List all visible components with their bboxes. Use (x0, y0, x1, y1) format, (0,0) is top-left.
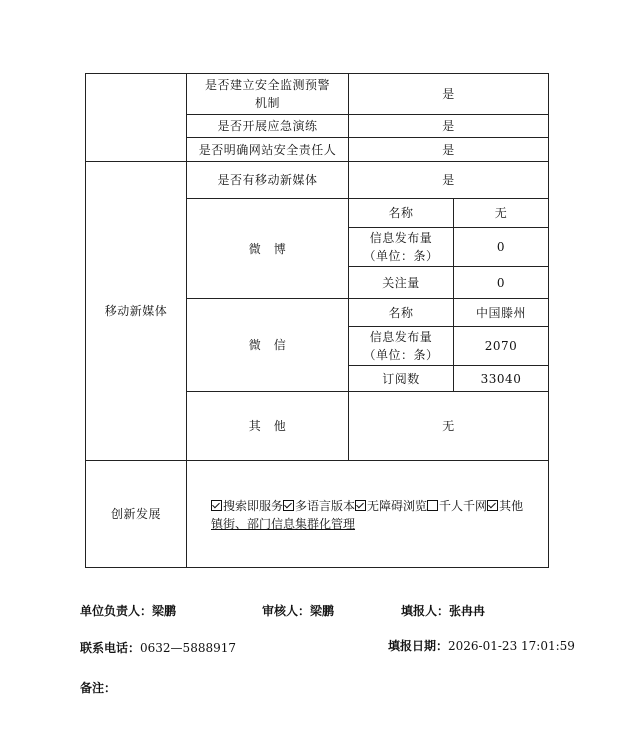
reviewer-label: 审核人： (262, 604, 311, 618)
checkbox-checked-icon[interactable] (211, 500, 222, 511)
phone-value: 0632—5888917 (140, 641, 236, 655)
drill-value: 是 (442, 119, 455, 133)
weibo-followers-label: 关注量 (382, 275, 420, 290)
weibo-name-value: 无 (494, 206, 508, 220)
wechat-posts-label-line2: （单位：条） (363, 348, 439, 362)
reviewer (262, 602, 334, 619)
media-section-label: 移动新媒体 (104, 304, 168, 318)
table-border-right (548, 73, 549, 568)
unit-head-value: 梁鹏 (152, 604, 177, 618)
option-label: 其他 (499, 499, 524, 513)
innovation-note: 镇街、部门信息集群化管理 (211, 517, 356, 531)
weibo-posts-label-line1: 信息发布量 (369, 231, 433, 245)
responsible-label: 是否明确网站安全责任人 (198, 142, 337, 157)
weibo-name-label: 名称 (388, 206, 414, 220)
checkbox-checked-icon[interactable] (487, 500, 498, 511)
filler-label: 填报人： (401, 604, 450, 618)
weibo-posts-label (349, 228, 453, 266)
reviewer-value: 梁鹏 (310, 604, 335, 618)
weibo-posts-label-line2: （单位：条） (363, 249, 439, 263)
table-border-bottom (85, 567, 549, 568)
fill-date-value: 2026-01-23 17:01:59 (448, 639, 575, 653)
has-media-value: 是 (442, 173, 455, 187)
fill-date-label: 填报日期： (388, 639, 449, 653)
wechat-subs-value: 33040 (480, 371, 522, 386)
option-label: 无障碍浏览 (367, 499, 428, 513)
monitor-label (187, 74, 348, 114)
wechat-posts-label (349, 327, 453, 365)
option-search-service[interactable] (211, 499, 283, 513)
filler (401, 602, 485, 619)
weibo-label: 微 博 (248, 241, 287, 256)
fill-date (388, 637, 575, 654)
option-personalized[interactable] (427, 499, 487, 513)
wechat-label: 微 信 (248, 338, 287, 352)
has-media-label: 是否有移动新媒体 (217, 173, 318, 187)
unit-head-label: 单位负责人： (80, 604, 153, 618)
wechat-posts-label-line1: 信息发布量 (369, 330, 433, 344)
option-label: 搜索即服务 (223, 499, 284, 513)
drill-label: 是否开展应急演练 (217, 119, 318, 133)
option-other[interactable] (487, 499, 523, 513)
other-label: 其 他 (248, 419, 287, 433)
checkbox-unchecked-icon[interactable] (427, 500, 438, 511)
option-multilingual[interactable] (283, 499, 355, 513)
filler-value: 张冉冉 (449, 604, 486, 618)
monitor-value: 是 (442, 87, 455, 101)
remarks-label: 备注： (80, 681, 117, 695)
option-label: 千人千网 (439, 499, 488, 513)
wechat-posts-value: 2070 (484, 339, 518, 353)
unit-head (80, 602, 176, 619)
monitor-label-text: 是否建立安全监测预警机制 (204, 78, 330, 110)
option-accessibility[interactable] (355, 499, 427, 513)
innovation-options (211, 497, 545, 533)
weibo-posts-value: 0 (496, 240, 506, 254)
other-value: 无 (442, 419, 455, 433)
phone-label: 联系电话： (80, 641, 141, 655)
wechat-name-label: 名称 (388, 305, 414, 320)
innovation-label: 创新发展 (110, 507, 161, 521)
wechat-subs-label: 订阅数 (382, 371, 420, 386)
option-label: 多语言版本 (295, 499, 356, 513)
checkbox-checked-icon[interactable] (283, 500, 294, 511)
phone (80, 639, 236, 656)
responsible-value: 是 (442, 142, 455, 157)
wechat-name-value: 中国滕州 (475, 305, 526, 320)
weibo-followers-value: 0 (496, 275, 506, 290)
checkbox-checked-icon[interactable] (355, 500, 366, 511)
